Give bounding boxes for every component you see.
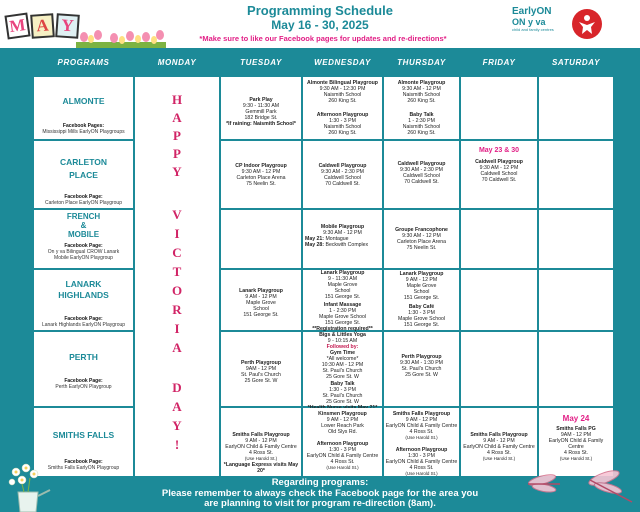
column-header: TUESDAY bbox=[240, 58, 282, 67]
dragonfly-icon bbox=[524, 466, 636, 510]
may-letter: A bbox=[30, 13, 55, 39]
event-cell: Almonte Playgroup 9:30 AM - 12 PM Naismith School 260 King St. Baby Talk 1 - 2:30 PM Naismith School 260 King St. bbox=[384, 77, 459, 139]
empty-cell bbox=[461, 332, 537, 406]
holiday-letter: A bbox=[172, 399, 182, 414]
event-cell: Lanark Playgroup 9 - 11:30 AM Maple Grove School 151 George St. Infant Massage 1 - 2:30 PM Maple Grove School 151 George St. **Registration required** bbox=[303, 270, 382, 330]
header bbox=[0, 0, 640, 48]
earlyon-logo: EarlyON ON y va child and family centres bbox=[512, 6, 554, 32]
empty-cell bbox=[539, 332, 613, 406]
holiday-letter: Y bbox=[172, 418, 182, 433]
holiday-letter: A bbox=[172, 110, 182, 125]
program-smiths-falls: SMITHS FALLS Facebook Page: Smiths Falls EarlyON Playgroup bbox=[34, 408, 133, 476]
event-cell: Almonte Bilingual Playgroup 9:30 AM - 12:30 PM Naismith School 260 King St. Afternoon Playgroup 1:30 - 3 PM Naismith School 260 King St. bbox=[303, 77, 382, 139]
column-header: SATURDAY bbox=[551, 58, 601, 67]
event-cell: Lanark Playgroup 9 AM - 12 PM Maple Grove School 151 George St. Baby Café 1:30 - 3 PM Maple Grove School 151 George St. bbox=[384, 270, 459, 330]
holiday-letter: A bbox=[172, 340, 182, 355]
event-cell: May 23 & 30 Caldwell Playgroup 9:30 AM - 12 PM Caldwell School 70 Caldwell St. bbox=[461, 141, 537, 208]
event-cell: Bigs & Littles Yoga 9 - 10:15 AM Followed by: Gym Time *All welcome* 10:30 AM - 12 PM St. Paul's Church 25 Gore St. W Baby Talk 1:30 - 3 PM St. Paul's Church 25 Gore St. W bbox=[303, 332, 382, 406]
holiday-letter: V bbox=[172, 207, 182, 222]
may-letter: Y bbox=[55, 13, 80, 39]
holiday-letter: I bbox=[174, 226, 180, 241]
event-cell: Perth Playgroup 9AM - 12 PM St. Paul's Church 25 Gore St. W bbox=[221, 332, 301, 406]
holiday-letter: D bbox=[172, 380, 182, 395]
holiday-letter: P bbox=[173, 128, 181, 143]
event-cell: Park Play 9:30 - 11:30 AM Gemmill Park 182 Bridge St. *If raining: Naismith School* bbox=[221, 77, 301, 139]
column-header: WEDNESDAY bbox=[314, 58, 371, 67]
empty-cell bbox=[461, 77, 537, 139]
footer-line: Please remember to always check the Facebook page for the area you bbox=[161, 487, 479, 499]
column-header: PROGRAMS bbox=[57, 58, 110, 67]
program-carleton-place: CARLETON PLACE Facebook Page: Carleton Place EarlyON Playgroup bbox=[34, 141, 133, 208]
holiday-letter: C bbox=[172, 245, 182, 260]
schedule-table bbox=[0, 48, 640, 476]
holiday-letter: P bbox=[173, 146, 181, 161]
crow-logo-icon bbox=[572, 9, 602, 39]
empty-cell bbox=[539, 270, 613, 330]
empty-cell bbox=[539, 141, 613, 208]
may-letter: M bbox=[4, 13, 30, 40]
flower-watering-can-icon bbox=[4, 462, 59, 512]
program-perth: PERTH Facebook Page: Perth EarlyON Playgroup bbox=[34, 332, 133, 406]
empty-cell bbox=[539, 210, 613, 268]
empty-cell bbox=[461, 270, 537, 330]
event-cell: Kinsmen Playgroup 9 AM - 12 PM Lower Reach Park Old Slys Rd. Afternoon Playgroup 1:30 - 3 PM EarlyON Child & Family Centre 4 Ross St. (Use Harold St.) bbox=[303, 408, 382, 476]
column-header: THURSDAY bbox=[397, 58, 446, 67]
event-cell: Mobile Playgroup 9:30 AM - 12 PM May 21: Montague May 28: Beckwith Complex bbox=[303, 210, 382, 268]
event-cell: Lanark Playgroup 9 AM - 12 PM Maple Grove School 151 George St. bbox=[221, 270, 301, 330]
victoria-day-cell bbox=[135, 77, 219, 476]
event-cell: Smiths Falls Playgroup 9 AM - 12 PM EarlyON Child & Family Centre 4 Ross St. (Use Harold St.) Afternoon Playgroup 1:30 - 3 PM EarlyON Child & Family Centre 4 Ross St. (Use Harold St.) bbox=[384, 408, 459, 476]
holiday-letter: ! bbox=[174, 437, 180, 452]
empty-cell bbox=[461, 210, 537, 268]
empty-cell bbox=[221, 210, 301, 268]
program-lanark-highlands: LANARK HIGHLANDS Facebook Page: Lanark Highlands EarlyON Playgroup bbox=[34, 270, 133, 330]
event-cell: Smiths Falls Playgroup 9 AM - 12 PM EarlyON Child & Family Centre 4 Ross St. (Use Harold St.) bbox=[461, 408, 537, 476]
program-almonte: ALMONTE Facebook Pages: Mississippi Mills EarlyON Playgroups bbox=[34, 77, 133, 139]
event-cell: Caldwell Playgroup 9:30 AM - 2:30 PM Caldwell School 70 Caldwell St. bbox=[384, 141, 459, 208]
holiday-letter: Y bbox=[172, 164, 182, 179]
event-cell: Groupe Francophone 9:30 AM - 12 PM Carleton Place Arena 75 Neelin St. bbox=[384, 210, 459, 268]
holiday-letter: H bbox=[171, 92, 183, 107]
event-cell: Caldwell Playgroup 9:30 AM - 2:30 PM Caldwell School 70 Caldwell St. bbox=[303, 141, 382, 208]
program-french-mobile: FRENCH & MOBILE Facebook Page: On y va Bilingual CROW Lanark Mobile EarlyON Playgroup bbox=[34, 210, 133, 268]
page-title bbox=[170, 3, 470, 33]
may-banner bbox=[6, 14, 79, 38]
date-range: May 16 - 30, 2025 bbox=[271, 18, 369, 32]
holiday-letter: T bbox=[172, 264, 182, 279]
footer-heading: Regarding programs: bbox=[271, 477, 369, 488]
column-header: MONDAY bbox=[157, 58, 197, 67]
event-cell: Perth Playgroup 9:30 AM - 1:30 PM St. Paul's Church 25 Gore St. W bbox=[384, 332, 459, 406]
footer-line: are planning to visit for program re-direction (8am). bbox=[204, 498, 436, 509]
column-header: FRIDAY bbox=[482, 58, 516, 67]
event-cell: May 24 Smiths Falls PG 9AM - 12 PM EarlyON Child & Family Centre 4 Ross St. (Use Harold St.) bbox=[539, 408, 613, 476]
event-cell: CP Indoor Playgroup 9:30 AM - 12 PM Carleton Place Arena 75 Neelin St. bbox=[221, 141, 301, 208]
event-cell: Smiths Falls Playgroup 9 AM - 12 PM EarlyON Child & Family Centre 4 Ross St. (Use Harold St.) *Language Express visits May 20* bbox=[221, 408, 301, 476]
holiday-letter: R bbox=[172, 302, 182, 317]
holiday-letter: I bbox=[174, 321, 180, 336]
title-text: Programming Schedule bbox=[247, 3, 393, 18]
empty-cell bbox=[539, 77, 613, 139]
holiday-letter: O bbox=[171, 283, 183, 298]
facebook-note: *Make sure to like our Facebook pages for updates and re-directions* bbox=[199, 34, 447, 43]
tulip-flowers-icon bbox=[76, 28, 166, 48]
